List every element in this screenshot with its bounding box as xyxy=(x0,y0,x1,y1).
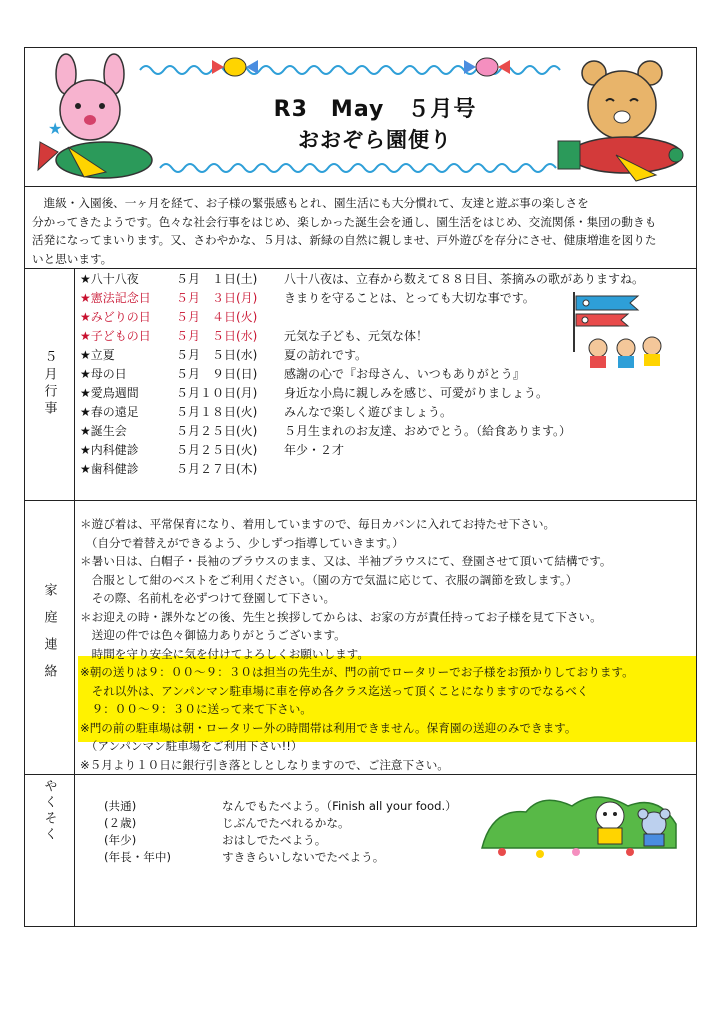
event-date: ５月２７日(木) xyxy=(176,462,258,476)
promise-group: (２歳) xyxy=(104,816,137,830)
event-name: ★八十八夜 xyxy=(80,272,139,286)
event-date: ５月 ４日(火) xyxy=(176,310,258,324)
svg-text:★: ★ xyxy=(48,119,63,138)
bear-pilot-icon xyxy=(556,55,696,185)
note-line: それ以外は、アンパンマン駐車場に車を停め各クラス迄送って頂くことになりますのでなるべく xyxy=(80,683,589,698)
note-line: ＊遊び着は、平常保育になり、着用していますので、毎日カバンに入れてお持たせ下さい。 xyxy=(80,517,556,531)
event-date: ５月 ５日(水) xyxy=(176,329,258,343)
event-date: ５月１８日(火) xyxy=(176,405,258,419)
event-date: ５月 ３日(月) xyxy=(176,291,258,305)
event-name: ★子どもの日 xyxy=(80,329,151,343)
intro-line: 活発になってまいります。又、さわやかな、５月は、新緑の自然に親しませ、戸外遊びを存分にさせ、健康増進を図りた xyxy=(32,233,657,247)
event-date: ５月２５日(火) xyxy=(176,424,258,438)
promise-text: じぶんでたべれるかな。 xyxy=(222,816,350,830)
event-desc: 感謝の心で『お母さん、いつもありがとう』 xyxy=(284,367,525,381)
intro-paragraph xyxy=(32,194,692,268)
note-line: ※門の前の駐車場は朝・ロータリー外の時間帯は利用できません。保育園の送迎のみできます。 xyxy=(80,720,577,735)
intro-line: 分かってきたようです。色々な社会行事をはじめ、楽しかった誕生会を通し、園生活をはじめ、交流関係・集団の動きも xyxy=(32,214,657,229)
contact-notes xyxy=(80,515,696,774)
note-line: 合服として紺のベストをご利用ください。（園の方で気温に応じて、衣服の調節を致します。） xyxy=(80,572,578,587)
koinobori-icon xyxy=(568,290,668,370)
label-column-divider xyxy=(74,268,75,927)
promise-text: おはしでたべよう。 xyxy=(222,833,327,847)
newsletter-issue-title: R3 May ５月号 xyxy=(273,97,477,122)
event-date: ５月１０日(月) xyxy=(176,386,258,400)
divider-intro xyxy=(24,268,697,269)
candy-icon xyxy=(462,52,512,82)
newsletter-name: おおぞら園便り xyxy=(298,128,452,152)
event-date: ５月２５日(火) xyxy=(176,443,258,457)
bunny-pilot-icon xyxy=(28,52,168,182)
event-date: ５月 ５日(水) xyxy=(176,348,258,362)
event-desc: 身近な小鳥に親しみを感じ、可愛がりましょう。 xyxy=(284,386,549,400)
event-desc: 夏の訪れです。 xyxy=(284,348,368,362)
note-line: 時間を守り安全に気を付けてよろしくお願いします。 xyxy=(80,646,369,661)
event-name: ★誕生会 xyxy=(80,424,127,438)
note-line: （自分で着替えができるよう、少しずつ指導していきます。） xyxy=(80,535,404,550)
contact-section-label: 家庭連絡 xyxy=(41,583,57,691)
intro-line: いと思います。 xyxy=(32,251,113,266)
event-name: ★憲法記念日 xyxy=(80,291,151,305)
promise-text: なんでもたべよう。（Finish all your food.） xyxy=(222,799,457,813)
event-date: ５月 ９日(日) xyxy=(176,367,258,381)
divider-events xyxy=(24,500,697,501)
event-desc: みんなで楽しく遊びましょう。 xyxy=(284,405,453,419)
event-name: ★みどりの日 xyxy=(80,310,151,324)
event-name: ★立夏 xyxy=(80,348,115,362)
event-date: ５月 １日(土) xyxy=(176,272,258,286)
event-desc: 元気な子ども、元気な体！ xyxy=(284,329,429,343)
event-name: ★愛鳥週間 xyxy=(80,386,139,400)
promise-text: すききらいしないでたべよう。 xyxy=(222,850,385,864)
promise-group: (年少) xyxy=(104,833,137,847)
note-line: ※５月より１０日に銀行引き落としとしなりますので、ご注意下さい。 xyxy=(80,757,449,772)
event-name: ★春の遠足 xyxy=(80,405,139,419)
note-line: 送迎の件では色々御協力ありがとうございます。 xyxy=(80,628,346,642)
note-line: その際、名前札を必ずつけて登園して下さい。 xyxy=(80,591,336,605)
note-line: ※朝の送りは９：００〜９：３０は担当の先生が、門の前でロータリーでお子様をお預かりしております。 xyxy=(80,665,634,679)
event-desc: 年少・２才 xyxy=(284,443,345,457)
event-desc: ５月生まれのお友達、おめでとう。（給食あります。） xyxy=(284,424,572,438)
event-desc: 八十八夜は、立春から数えて８８日目、茶摘みの歌がありますね。 xyxy=(284,272,645,286)
divider-contact xyxy=(24,774,697,775)
note-line: （アンパンマン駐車場をご利用下さい!!） xyxy=(80,739,303,753)
event-desc: きまりを守ることは、とっても大切な事です。 xyxy=(284,291,535,305)
event-name: ★歯科健診 xyxy=(80,462,139,476)
note-line: ＊暑い日は、白帽子・長袖のブラウスのまま、又は、半袖ブラウスにて、登園させて頂いて結構です。 xyxy=(80,554,612,568)
events-section-label: ５月行事 xyxy=(41,350,57,418)
note-line: ９：００〜９：３０に送って来て下さい。 xyxy=(80,702,312,716)
promise-group: (共通) xyxy=(104,799,137,813)
divider-header xyxy=(24,186,697,187)
event-name: ★内科健診 xyxy=(80,443,139,457)
event-name: ★母の日 xyxy=(80,367,127,381)
promise-group: (年長・年中) xyxy=(104,850,172,864)
candy-icon xyxy=(210,52,260,82)
intro-line: 進級・入園後、一ヶ月を経て、お子様の緊張感もとれ、園生活にも大分慣れて、友達と遊ぶ事の楽しさを xyxy=(32,196,589,210)
note-line: ＊お迎えの時・課外などの後、先生と挨拶してからは、お家の方が責任持ってお子様を見て下さい。 xyxy=(80,609,602,624)
promise-section-label: やくそく xyxy=(41,779,57,843)
kids-on-hill-icon xyxy=(480,790,690,860)
